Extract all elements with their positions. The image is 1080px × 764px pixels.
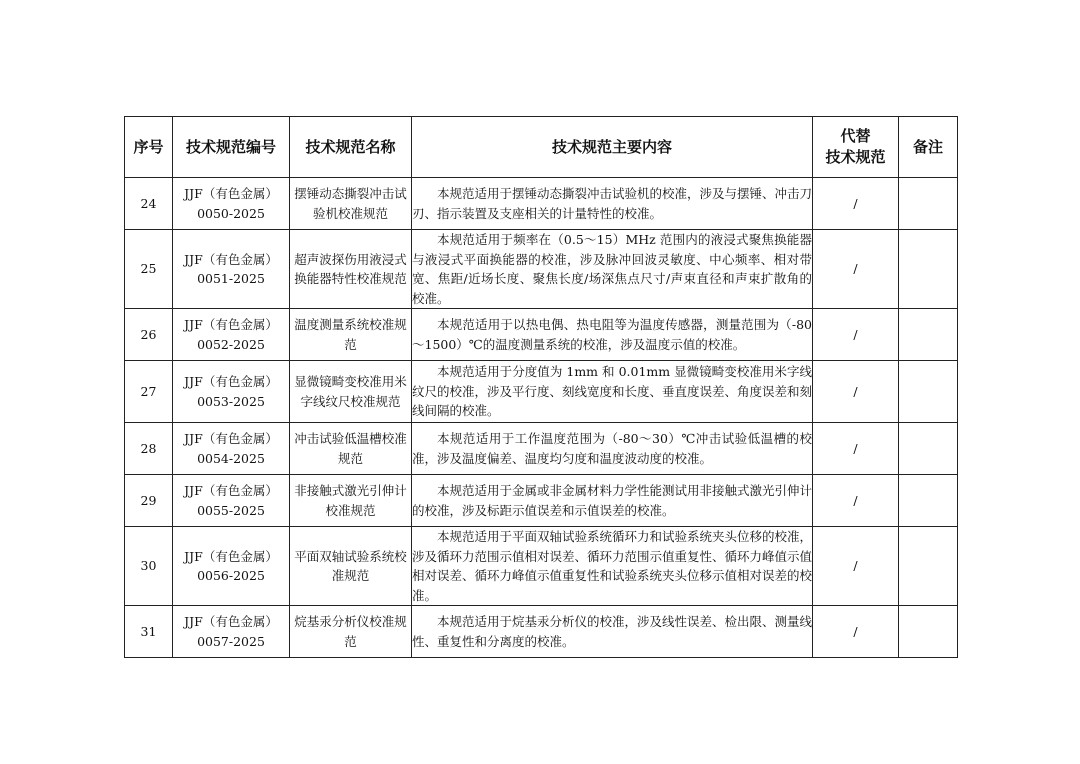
row-name: 烷基汞分析仪校准规范 — [290, 606, 412, 658]
table-row — [125, 361, 958, 423]
row-content-text: 本规范适用于烷基汞分析仪的校准，涉及线性误差、检出限、测量线性、重复性和分离度的校准。 — [412, 614, 813, 649]
table-header-row — [125, 117, 958, 178]
header-replace — [813, 117, 899, 178]
row-content — [412, 309, 813, 361]
row-num: 29 — [125, 475, 173, 527]
row-note — [899, 309, 958, 361]
row-code-prefix: JJF（有色金属） — [184, 431, 278, 446]
row-code-prefix: JJF（有色金属） — [184, 614, 278, 629]
row-code-prefix: JJF（有色金属） — [184, 317, 278, 332]
row-replace: / — [813, 527, 899, 606]
row-content-text: 本规范适用于摆锤动态撕裂冲击试验机的校准，涉及与摆锤、冲击刀刃、指示装置及支座相关的计量特性的校准。 — [412, 186, 813, 221]
row-replace: / — [813, 475, 899, 527]
header-replace-line1: 代替 — [840, 127, 871, 145]
row-code-number: 0055-2025 — [197, 502, 265, 518]
table-row — [125, 606, 958, 658]
row-content-text: 本规范适用于频率在（0.5～15）MHz 范围内的液浸式聚焦换能器与液浸式平面换能器的校准，涉及脉冲回波灵敏度、中心频率、相对带宽、焦距/近场长度、聚焦长度/场深焦点尺寸/声束直径和声束扩散角的校准。 — [412, 232, 812, 306]
row-code-number: 0054-2025 — [197, 450, 265, 466]
row-name: 温度测量系统校准规范 — [290, 309, 412, 361]
row-code-number: 0057-2025 — [197, 633, 265, 649]
row-num: 28 — [125, 423, 173, 475]
row-replace: / — [813, 361, 899, 423]
row-note — [899, 475, 958, 527]
row-code-number: 0050-2025 — [197, 205, 265, 221]
row-content — [412, 423, 813, 475]
row-content-text: 本规范适用于金属或非金属材料力学性能测试用非接触式激光引伸计的校准，涉及标距示值误差和示值误差的校准。 — [412, 483, 813, 518]
row-replace: / — [813, 309, 899, 361]
row-note — [899, 423, 958, 475]
row-code — [173, 606, 290, 658]
row-code-prefix: JJF（有色金属） — [184, 374, 278, 389]
row-name: 摆锤动态撕裂冲击试验机校准规范 — [290, 178, 412, 230]
row-note — [899, 178, 958, 230]
row-num: 24 — [125, 178, 173, 230]
table-row — [125, 423, 958, 475]
header-note: 备注 — [899, 117, 958, 178]
row-code-prefix: JJF（有色金属） — [184, 186, 278, 201]
row-content-text: 本规范适用于以热电偶、热电阻等为温度传感器，测量范围为（-80～1500）℃的温度测量系统的校准，涉及温度示值的校准。 — [412, 317, 812, 352]
row-code-prefix: JJF（有色金属） — [184, 251, 278, 267]
header-num: 序号 — [125, 117, 173, 178]
row-code — [173, 423, 290, 475]
row-content — [412, 475, 813, 527]
row-content-text: 本规范适用于工作温度范围为（-80～30）℃冲击试验低温槽的校准，涉及温度偏差、温度均匀度和温度波动度的校准。 — [412, 431, 812, 466]
row-content — [412, 606, 813, 658]
row-code-number: 0051-2025 — [197, 271, 265, 286]
row-replace: / — [813, 606, 899, 658]
row-code — [173, 361, 290, 423]
row-num: 25 — [125, 230, 173, 309]
row-note — [899, 361, 958, 423]
row-num: 27 — [125, 361, 173, 423]
header-code: 技术规范编号 — [173, 117, 290, 178]
row-content-text: 本规范适用于平面双轴试验系统循环力和试验系统夹头位移的校准，涉及循环力范围示值相对误差、循环力范围示值重复性、循环力峰值示值相对误差、循环力峰值示值重复性和试验系统夹头位移示值相对误差的校准。 — [412, 529, 813, 603]
table-row — [125, 178, 958, 230]
row-code-prefix: JJF（有色金属） — [184, 483, 278, 498]
row-replace: / — [813, 178, 899, 230]
row-num: 31 — [125, 606, 173, 658]
row-num: 30 — [125, 527, 173, 606]
row-note — [899, 606, 958, 658]
row-name: 非接触式激光引伸计校准规范 — [290, 475, 412, 527]
table-row — [125, 309, 958, 361]
row-note — [899, 230, 958, 309]
row-content-text: 本规范适用于分度值为 1mm 和 0.01mm 显微镜畸变校准用米字线纹尺的校准，涉及平行度、刻线宽度和长度、垂直度误差、角度误差和刻线间隔的校准。 — [412, 364, 813, 419]
row-code — [173, 475, 290, 527]
row-content — [412, 178, 813, 230]
row-code-number: 0052-2025 — [197, 336, 265, 352]
row-name: 冲击试验低温槽校准规范 — [290, 423, 412, 475]
row-replace: / — [813, 423, 899, 475]
row-content — [412, 230, 813, 309]
row-num: 26 — [125, 309, 173, 361]
row-code — [173, 230, 290, 309]
header-name: 技术规范名称 — [290, 117, 412, 178]
row-code — [173, 527, 290, 606]
row-name: 平面双轴试验系统校准规范 — [290, 527, 412, 606]
row-code — [173, 309, 290, 361]
row-content — [412, 361, 813, 423]
table-row — [125, 527, 958, 606]
table-row — [125, 230, 958, 309]
row-name: 超声波探伤用液浸式换能器特性校准规范 — [290, 230, 412, 309]
row-replace: / — [813, 230, 899, 309]
row-code — [173, 178, 290, 230]
row-note — [899, 527, 958, 606]
row-content — [412, 527, 813, 606]
row-name: 显微镜畸变校准用米字线纹尺校准规范 — [290, 361, 412, 423]
header-content: 技术规范主要内容 — [412, 117, 813, 178]
row-code-number: 0053-2025 — [197, 393, 265, 409]
spec-table — [124, 116, 958, 658]
header-replace-line2: 技术规范 — [825, 148, 886, 166]
row-code-number: 0056-2025 — [197, 568, 265, 583]
table-row — [125, 475, 958, 527]
row-code-prefix: JJF（有色金属） — [184, 548, 278, 564]
